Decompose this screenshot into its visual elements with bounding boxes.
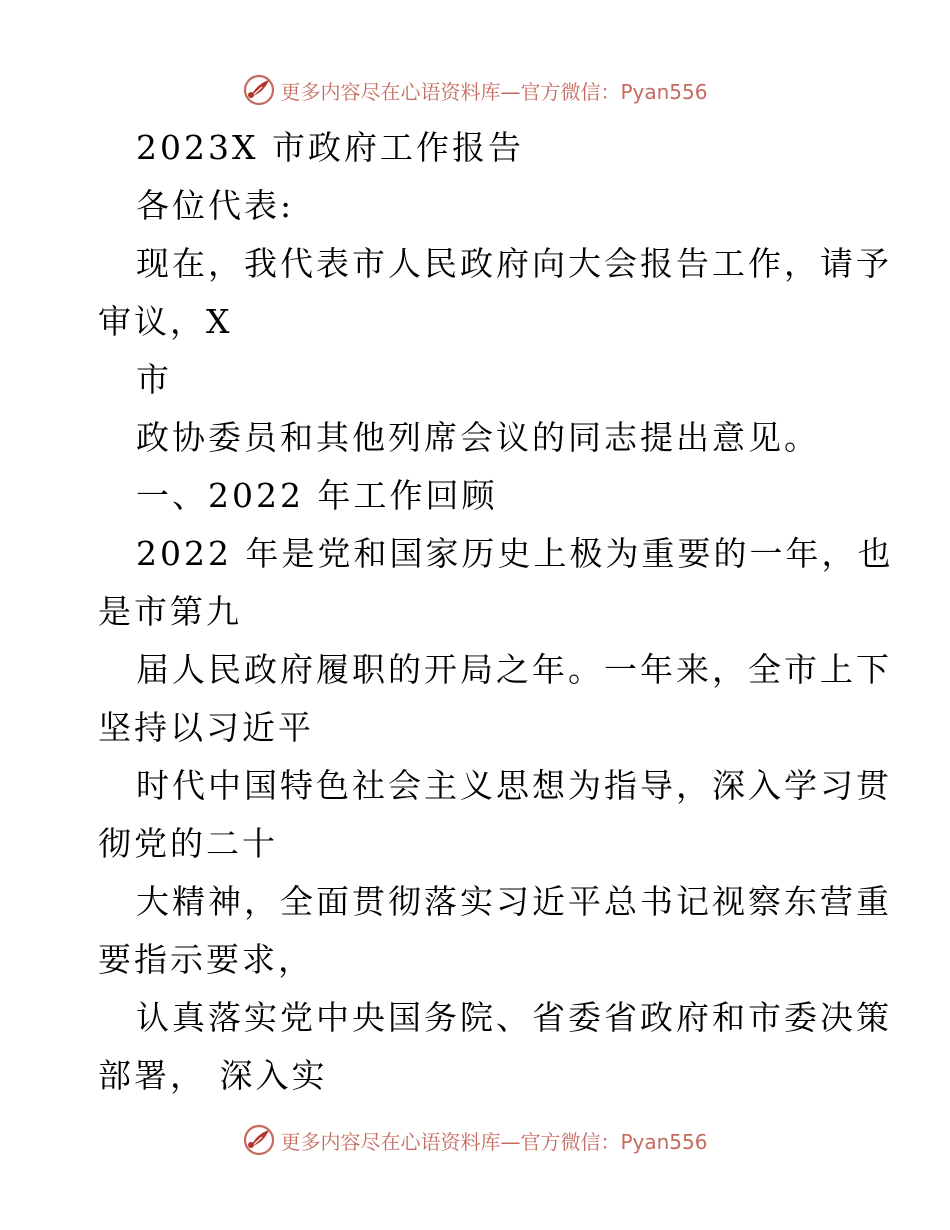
document-line: 市 (136, 360, 172, 399)
document-line: 大精神，全面贯彻落实习近平总书记视察东营重 (136, 882, 892, 921)
document-line: 届人民政府履职的开局之年。一年来，全市上下 (136, 650, 892, 689)
document-line: 是市第九 (98, 592, 242, 631)
document-title: 2023X 市政府工作报告 (136, 128, 524, 167)
document-line: 坚持以习近平 (98, 708, 314, 747)
document-line: 现在，我代表市人民政府向大会报告工作，请予 (136, 244, 892, 283)
document-line: 政协委员和其他列席会议的同志提出意见。 (136, 418, 820, 457)
document-line: 要指示要求， (98, 940, 314, 979)
document-line: 认真落实党中央国务院、省委省政府和市委决策 (136, 998, 892, 1037)
footer-watermark-text: 更多内容尽在心语资料库—官方微信：Pyan556 (280, 1129, 708, 1154)
feather-pen-icon (242, 73, 276, 107)
section-heading: 一、2022 年工作回顾 (136, 476, 498, 515)
document-line: 时代中国特色社会主义思想为指导，深入学习贯 (136, 766, 892, 805)
document-line: 审议，X (98, 302, 233, 341)
document-line: 2022 年是党和国家历史上极为重要的一年，也 (136, 534, 894, 573)
feather-pen-icon (242, 1123, 276, 1157)
header-watermark-text: 更多内容尽在心语资料库—官方微信：Pyan556 (280, 79, 708, 104)
header-banner (0, 70, 950, 110)
document-line: 各位代表: (136, 186, 295, 225)
footer-banner (0, 1120, 950, 1160)
document-line: 部署， 深入实 (98, 1056, 328, 1095)
document-line: 彻党的二十 (98, 824, 278, 863)
